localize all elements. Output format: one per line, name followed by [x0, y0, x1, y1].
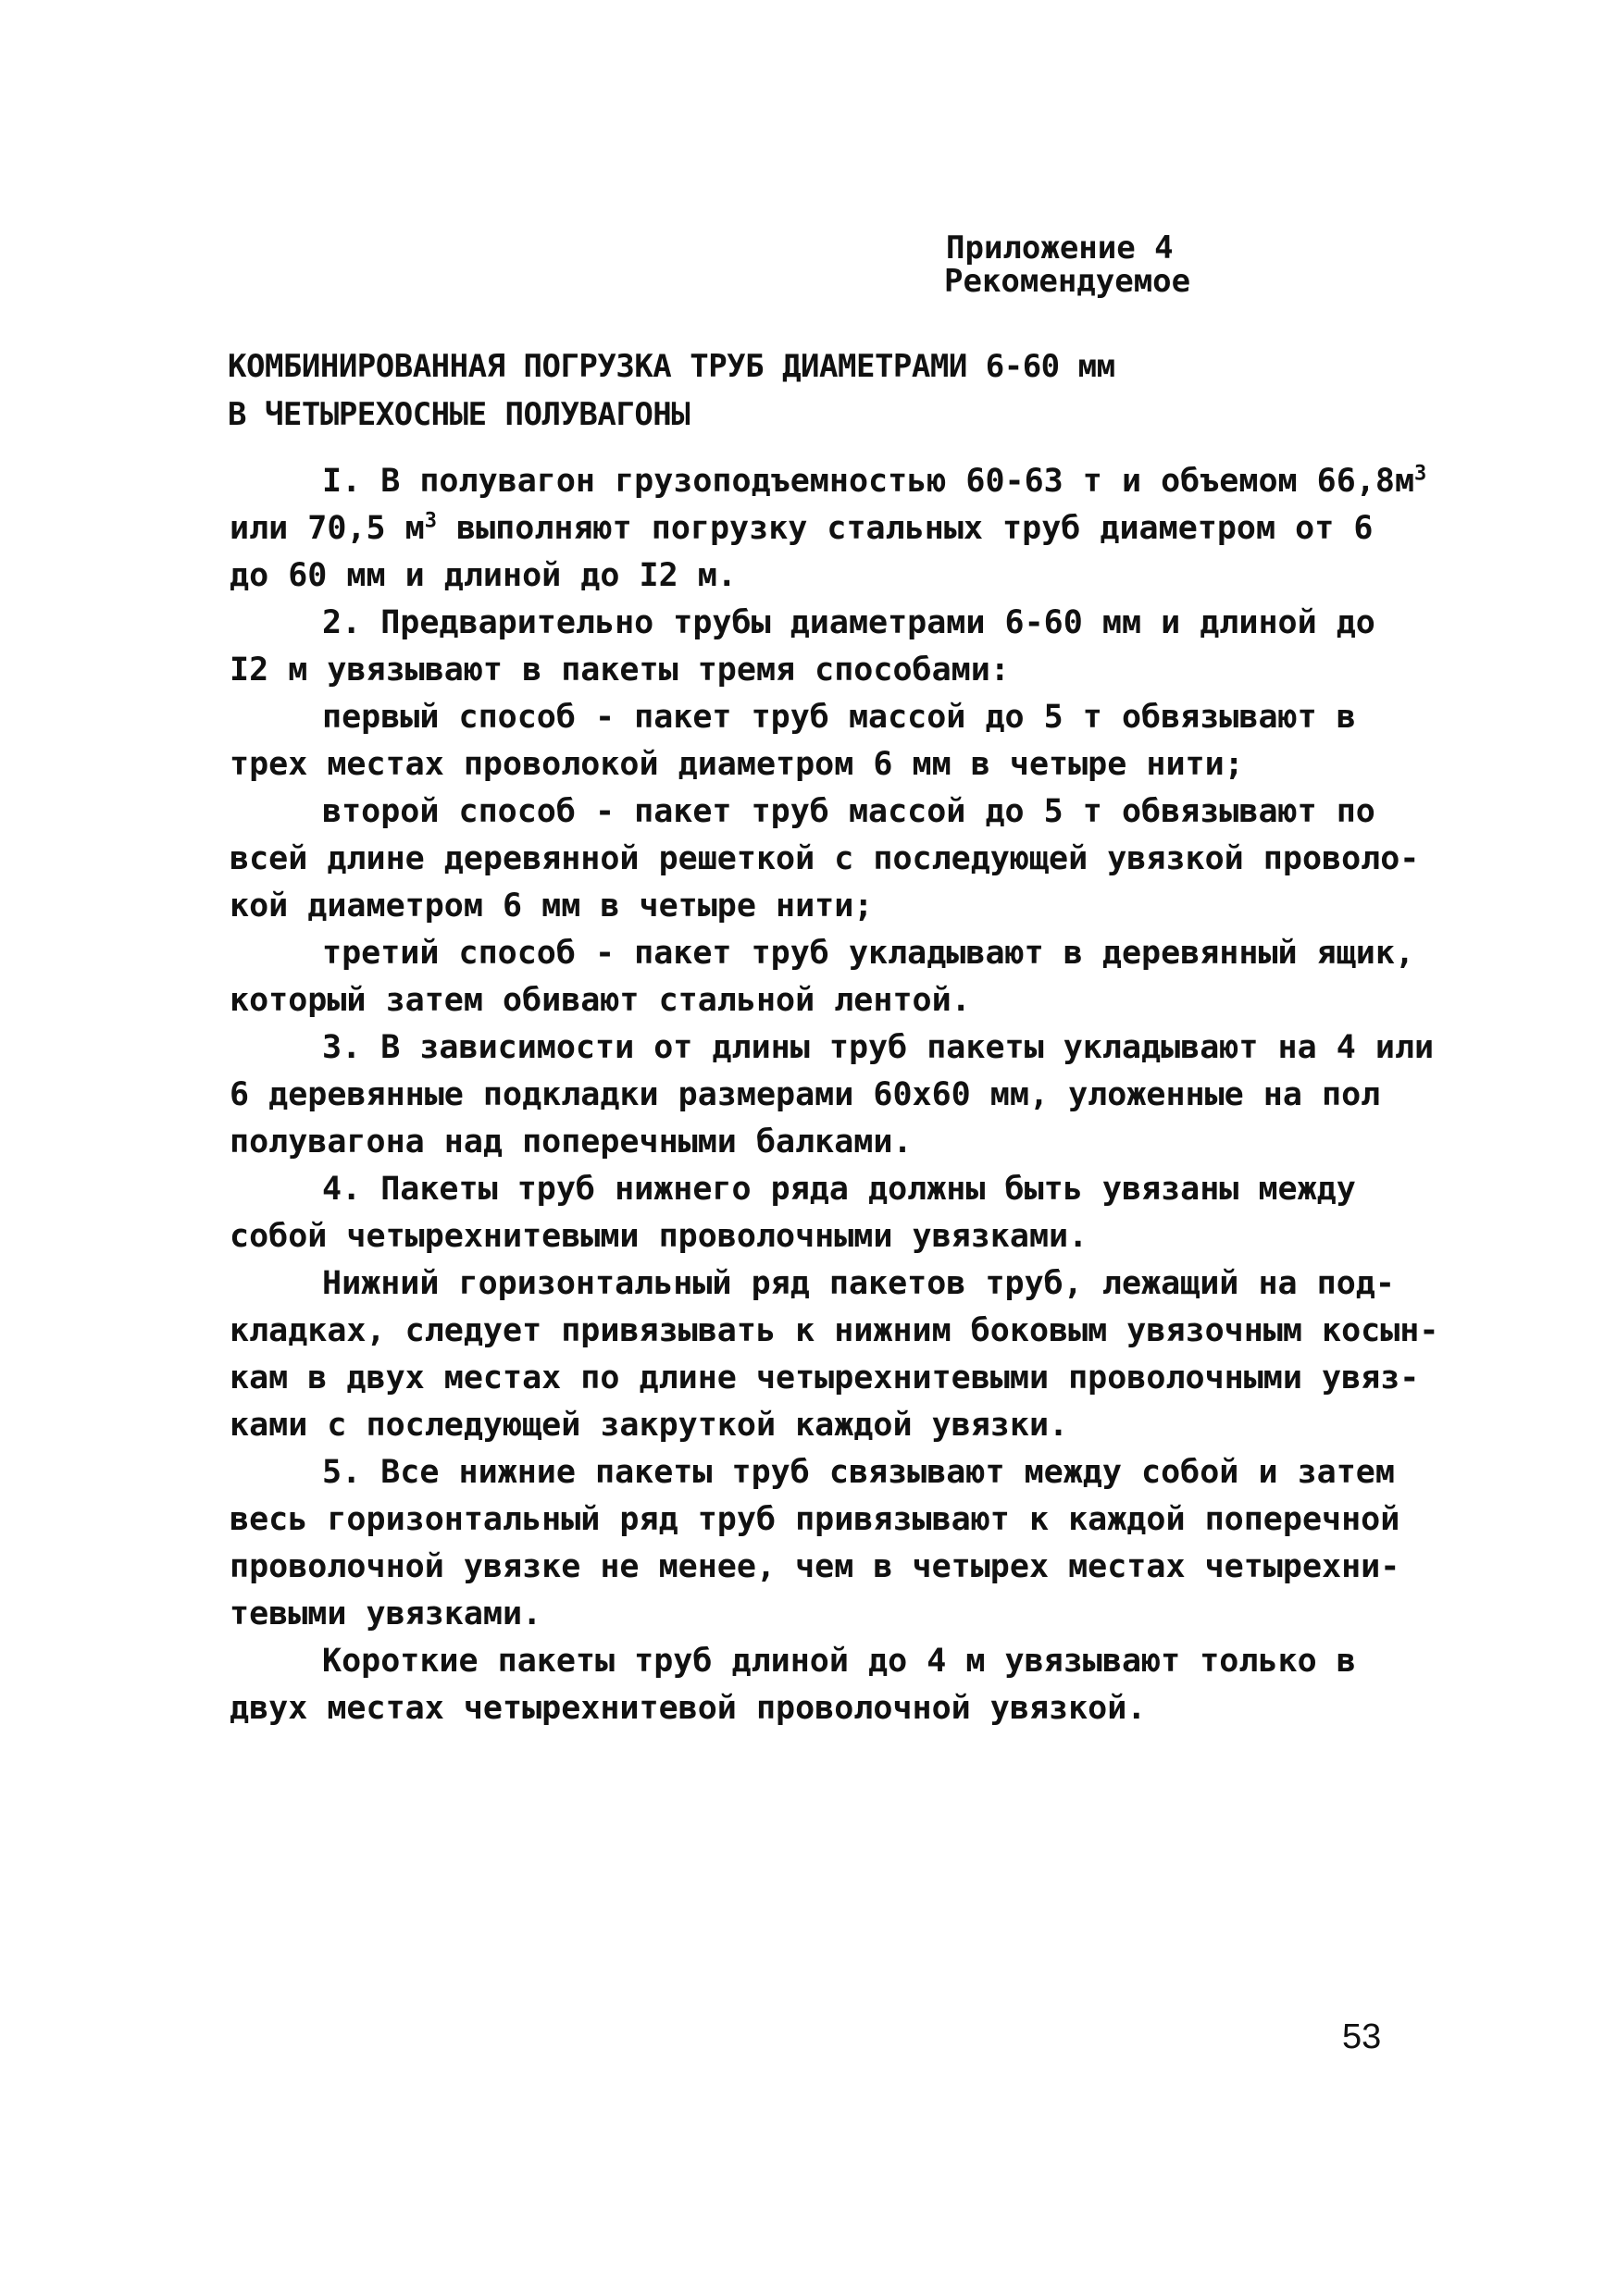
annex-status: Рекомендуемое [944, 263, 1191, 300]
text-line: собой четырехнитевыми проволочными увязками. [230, 1218, 1088, 1255]
text-line: 4. Пакеты труб нижнего ряда должны быть увязаны между [322, 1171, 1356, 1208]
body-text [230, 458, 1439, 1732]
text-line [230, 505, 1405, 552]
title-line-2: В ЧЕТЫРЕХОСНЫЕ ПОЛУВАГОНЫ [228, 396, 690, 433]
text-line: ками с последующей закруткой каждой увязки. [230, 1407, 1069, 1444]
text-line: полувагона над поперечными балками. [230, 1123, 913, 1160]
text-line: второй способ - пакет труб массой до 5 т обвязывают по [322, 793, 1375, 830]
text-line: третий способ - пакет труб укладывают в деревянный ящик, [322, 935, 1415, 972]
text-line: который затем обивают стальной лентой. [230, 982, 971, 1019]
annex-number: Приложение 4 [946, 230, 1174, 267]
text-line: весь горизонтальный ряд труб привязывают к каждой поперечной [230, 1501, 1400, 1538]
document-title [228, 342, 1115, 439]
text-line: трех местах проволокой диаметром 6 мм в четыре нити; [230, 746, 1244, 783]
text-line: всей длине деревянной решеткой с последующей увязкой проволо- [230, 840, 1420, 877]
text-line: кам в двух местах по длине четырехнитевыми проволочными увяз- [230, 1359, 1420, 1396]
annex-label [944, 231, 1190, 298]
superscript: 3 [424, 509, 437, 533]
text-line: кладках, следует привязывать к нижним боковым увязочным косын- [230, 1312, 1439, 1349]
text-line: 6 деревянные подкладки размерами 60х60 мм, уложенные на пол [230, 1076, 1381, 1113]
title-line-1: КОМБИНИРОВАННАЯ ПОГРУЗКА ТРУБ ДИАМЕТРАМИ 6-60 мм [228, 348, 1115, 385]
text-line: Короткие пакеты труб длиной до 4 м увязывают только в [322, 1643, 1356, 1680]
text-line: 5. Все нижние пакеты труб связывают между собой и затем [322, 1454, 1395, 1491]
superscript: 3 [1414, 462, 1427, 486]
text-span: выполняют погрузку стальных труб диаметром от 6 [436, 510, 1374, 547]
page-number: 53 [1342, 2017, 1382, 2056]
text-line: тевыми увязками. [230, 1595, 542, 1632]
text-line: 3. В зависимости от длины труб пакеты укладывают на 4 или [322, 1029, 1435, 1066]
text-line: до 60 мм и длиной до I2 м. [230, 557, 737, 594]
text-line: проволочной увязке не менее, чем в четырех местах четырехни- [230, 1548, 1400, 1585]
text-line: первый способ - пакет труб массой до 5 т обвязывают в [322, 699, 1356, 736]
text-line: двух местах четырехнитевой проволочной увязкой. [230, 1690, 1147, 1727]
text-line: Нижний горизонтальный ряд пакетов труб, лежащий на под- [322, 1265, 1395, 1302]
text-span: или 70,5 м [230, 510, 425, 547]
text-line: 2. Предварительно трубы диаметрами 6-60 мм и длиной до [322, 604, 1375, 641]
text-line: I2 м увязывают в пакеты тремя способами: [230, 652, 1010, 689]
text-span: I. В полувагон грузоподъемностью 60-63 т и объемом 66,8м [322, 463, 1415, 500]
text-line [230, 458, 1427, 505]
text-line: кой диаметром 6 мм в четыре нити; [230, 887, 874, 925]
